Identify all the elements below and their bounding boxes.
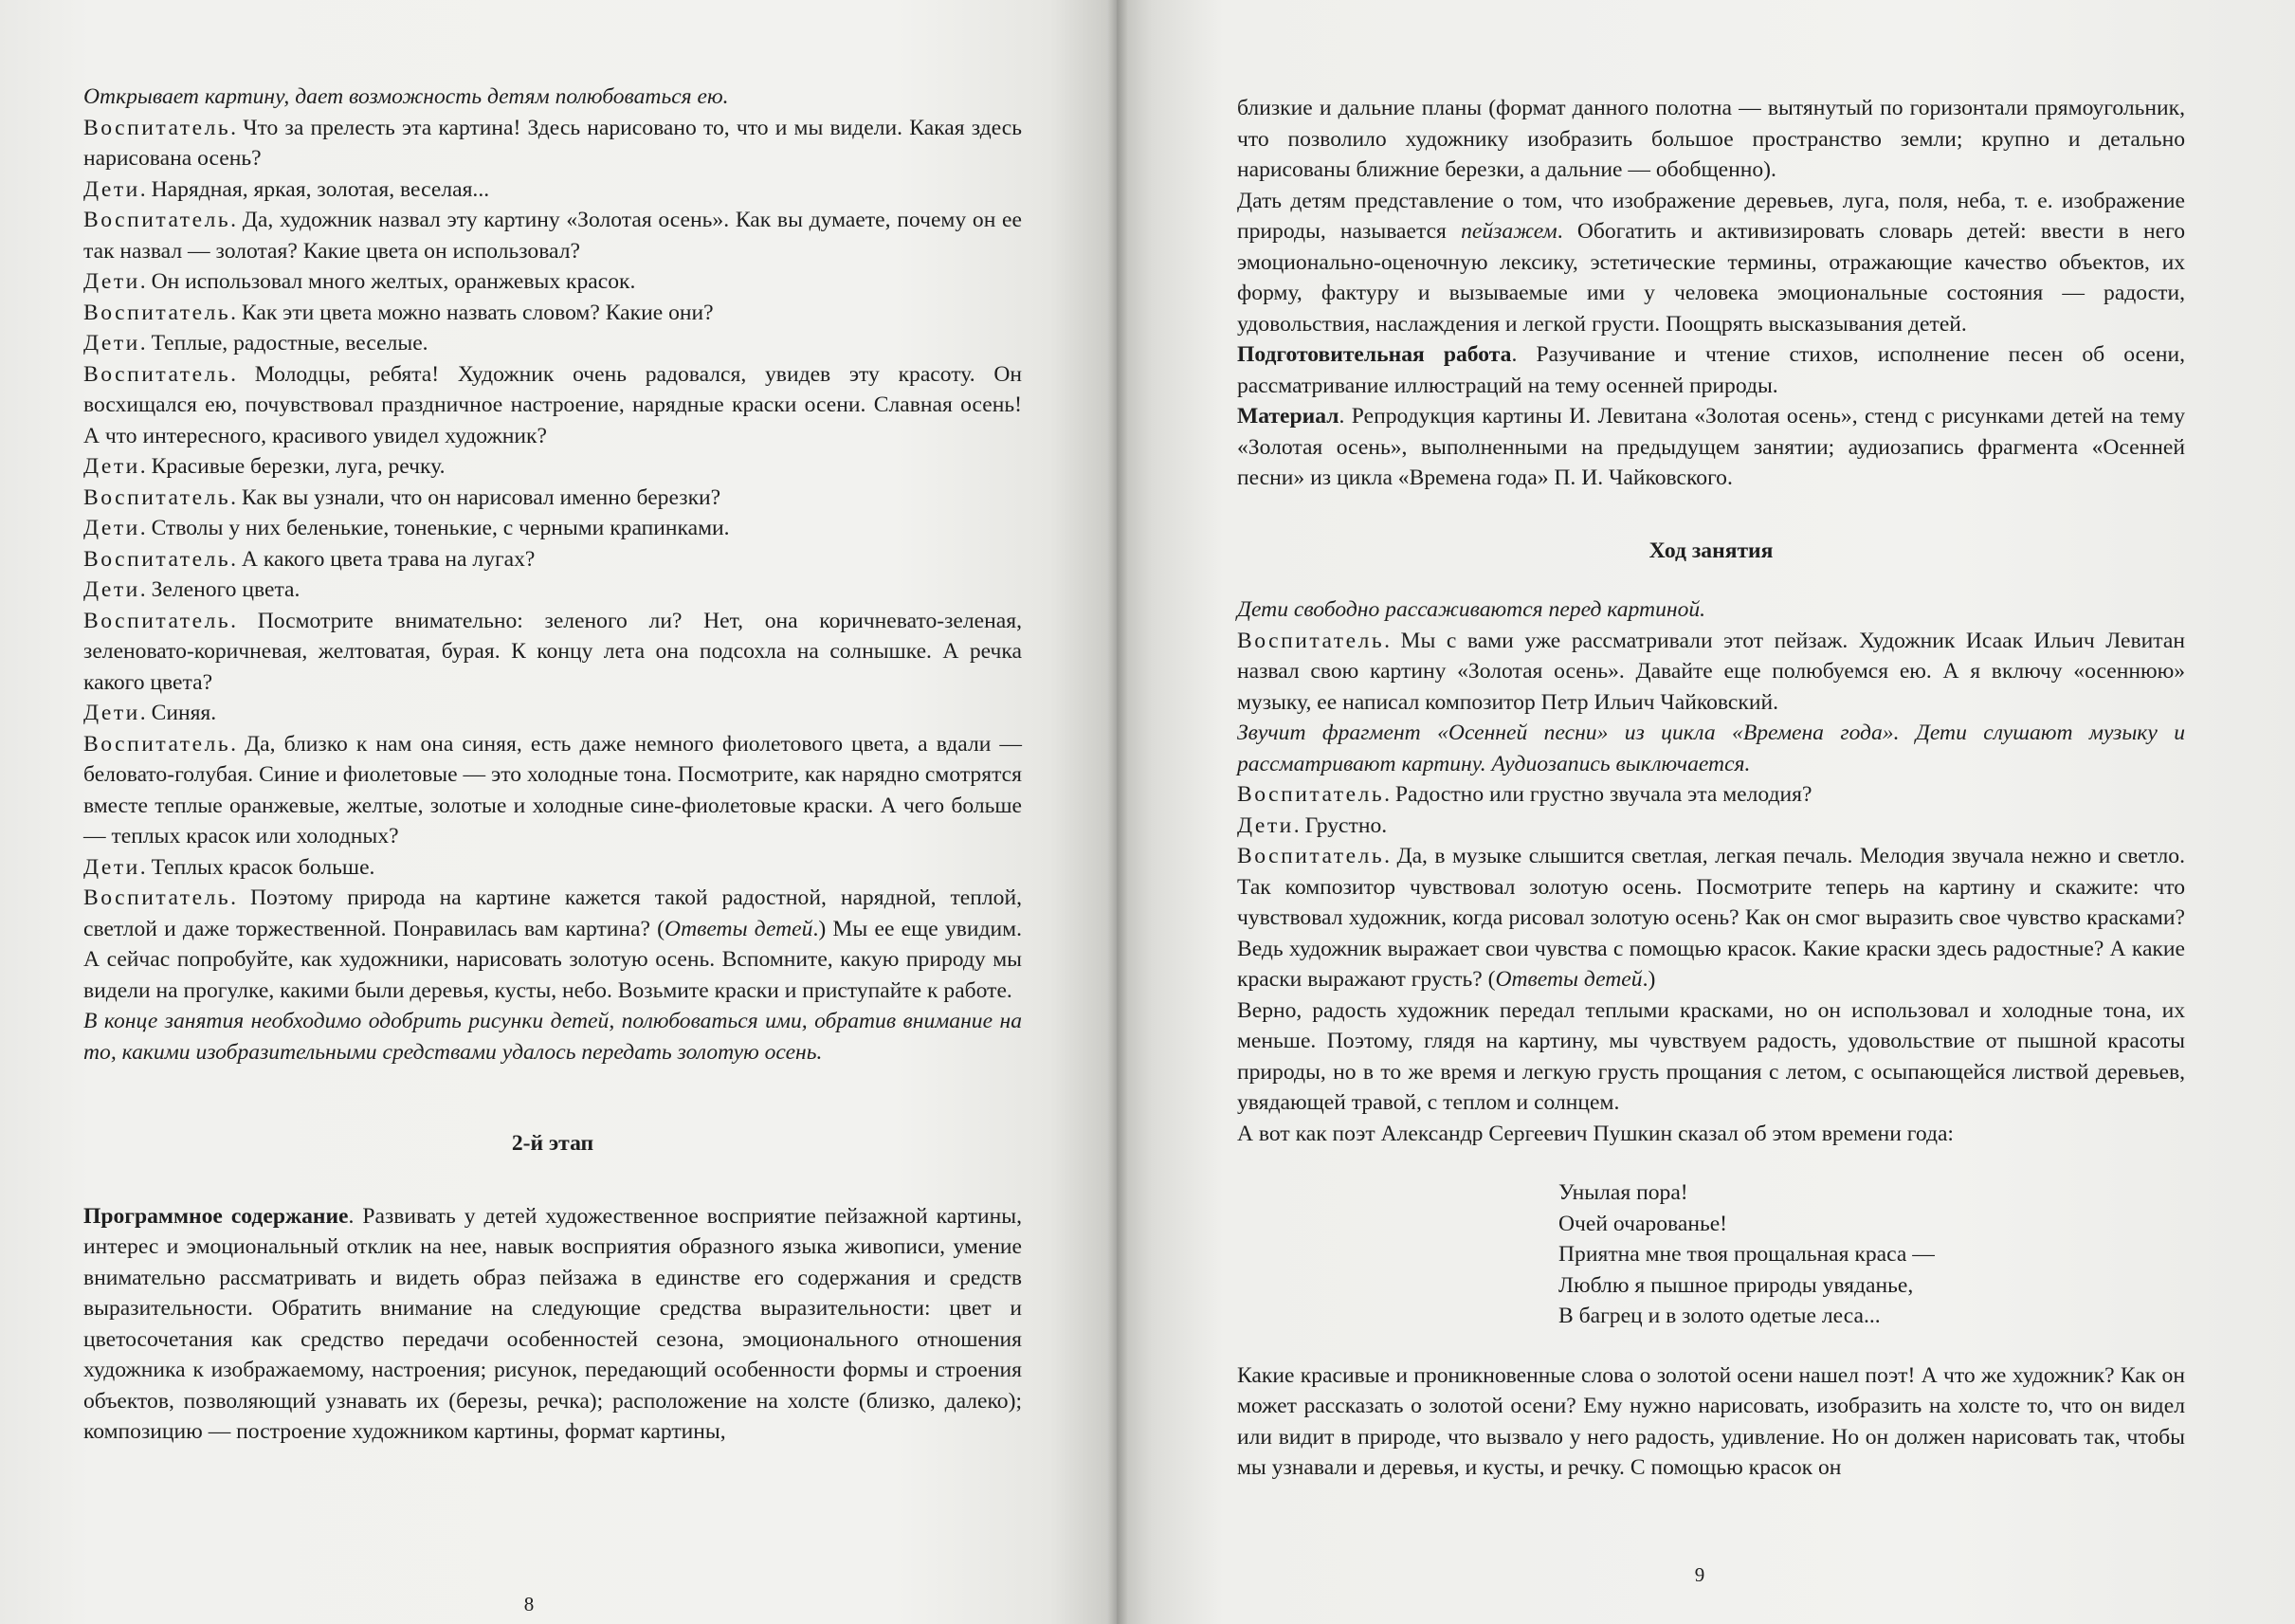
speaker: Дети [83, 516, 140, 540]
dialogue-line: Воспитатель. Да, художник назвал эту картину «Золотая осень». Как вы думаете, почему он ее так назвал — золотая? Какие цвета он использовал? [83, 208, 1022, 264]
poem-line: Очей очарованье! [1558, 1211, 1728, 1236]
page-number: 9 [1694, 1563, 1705, 1586]
right-page-text [1237, 93, 2185, 1484]
dialogue-line: Дети. Грустно. [1237, 812, 1388, 838]
dialogue-line: Воспитатель. Поэтому природа на картине кажется такой радостной, нарядной, теплой, светлой и даже торжественной. Понравилась вам картина? (Ответы детей.) Мы ее еще увидим. А сейчас попробуйте, как художники, нарисовать золотую осень. Вспомните, какую природу мы видели на прогулке, какими были деревья, кусты, небо. Возьмите краски и приступайте к работе. [83, 885, 1022, 1003]
dialogue-line: Дети. Он использовал много желтых, оранжевых красок. [83, 269, 636, 294]
dialogue-line: Дети. Стволы у них беленькие, тоненькие, с черными крапинками. [83, 516, 730, 540]
paragraph: Дать детям представление о том, что изображение деревьев, луга, поля, неба, т. е. изображение природы, называется пейзажем. Обогатить и активизировать словарь детей: ввести в него эмоционально-оценочную лексику, эстетические термины, отражающие качество объектов, их форму, фактуру и вызываемые ими у человека эмоциональные состояния — радости, удовольствия, наслаждения и легкой грусти. Поощрять высказывания детей. [1237, 188, 2185, 337]
dialogue-line: Дети. Теплые, радостные, веселые. [83, 331, 428, 356]
paragraph: Верно, радость художник передал теплыми красками, но он использовал и холодные тона, их меньше. Поэтому, глядя на картину, мы чувствуем радость, удовольствие от пышной красоты природы, но в то же время и легкую грусть прощания с летом, с осыпающейся листвой деревьев, увядающей травой, с теплом и солнцем. [1237, 997, 2185, 1115]
book-spine-shadow [1107, 0, 1128, 1624]
dialogue-line: Воспитатель. Мы с вами уже рассматривали этот пейзаж. Художник Исаак Ильич Левитан назвал свою картину «Золотая осень». Давайте еще полюбуемся ею. А я включу «осеннюю» музыку, ее написал композитор Петр Ильич Чайковский. [1237, 628, 2185, 715]
speaker: Воспитатель [83, 546, 231, 572]
dialogue-line: Дети. Зеленого цвета. [83, 577, 301, 602]
poem-line: Приятна мне твоя прощальная краса — [1558, 1242, 1935, 1267]
paragraph: В конце занятия необходимо одобрить рисунки детей, полюбоваться ими, обратив внимание на то, какими изобразительными средствами удалось передать золотую осень. [83, 1009, 1022, 1065]
page-number: 8 [523, 1593, 535, 1615]
poem-line: Люблю я пышное природы увяданье, [1558, 1272, 1914, 1298]
speaker: Воспитатель [83, 115, 231, 140]
speaker: Дети [83, 701, 140, 725]
speaker: Дети [1237, 812, 1294, 838]
paragraph: А вот как поэт Александр Сергеевич Пушкин сказал об этом времени года: [1237, 1121, 1954, 1146]
speaker: Воспитатель [83, 300, 231, 325]
dialogue-line: Воспитатель. Радостно или грустно звучала эта мелодия? [1237, 782, 1812, 807]
stage-heading: 2-й этап [511, 1131, 594, 1156]
dialogue-line: Воспитатель. Как эти цвета можно назвать словом? Какие они? [83, 300, 714, 325]
dialogue-line: Воспитатель. Что за прелесть эта картина! Здесь нарисовано то, что и мы видели. Какая здесь нарисована осень? [83, 115, 1022, 171]
speaker: Дети [83, 269, 140, 294]
dialogue-line: Дети. Нарядная, яркая, золотая, веселая... [83, 176, 490, 202]
speaker: Воспитатель [1237, 628, 1385, 653]
speaker: Воспитатель [1237, 782, 1385, 807]
speaker: Воспитатель [83, 208, 231, 232]
speaker: Дети [83, 577, 140, 602]
dialogue-line: Дети. Красивые березки, луга, речку. [83, 454, 446, 479]
program-label: Программное содержание [83, 1203, 349, 1229]
dialogue-line: Воспитатель. Молодцы, ребята! Художник очень радовался, увидев эту красоту. Он восхищался ею, почувствовал праздничное настроение, нарядные краски осени. Славная осень! А что интересного, красивого увидел художник? [83, 361, 1022, 448]
dialogue-line: Воспитатель. А какого цвета трава на лугах? [83, 546, 536, 572]
prep-label: Подготовительная работа [1237, 342, 1512, 367]
dialogue-line: Воспитатель. Посмотрите внимательно: зеленого ли? Нет, она коричневато-зеленая, зеленовато-коричневая, желтоватая, бурая. К концу лета она подсохла на солнышке. А речка какого цвета? [83, 608, 1022, 695]
dialogue-line: Воспитатель. Да, в музыке слышится светлая, легкая печаль. Мелодия звучала нежно и светло. Так композитор чувствовал золотую осень. Посмотрите теперь на картину и скажите: что чувствовал художник, когда рисовал золотую осень? Как он смог выразить свое чувство красками? Ведь художник выражает свои чувства с помощью красок. Какие краски здесь радостные? А какие краски выражают грусть? (Ответы детей.) [1237, 844, 2185, 992]
poem [1558, 1177, 2185, 1332]
speaker: Воспитатель [83, 885, 231, 910]
speaker: Дети [83, 854, 140, 880]
paragraph: Дети свободно рассаживаются перед картиной. [1237, 597, 1706, 622]
poem-line: Унылая пора! [1558, 1180, 1688, 1205]
dialogue-line: Дети. Теплых красок больше. [83, 854, 375, 880]
lesson-heading: Ход занятия [1648, 538, 1774, 563]
speaker: Воспитатель [83, 361, 231, 387]
speaker: Воспитатель [1237, 844, 1385, 868]
paragraph: Открывает картину, дает возможность детям полюбоваться ею. [83, 84, 729, 109]
prep-paragraph: Подготовительная работа. Разучивание и чтение стихов, исполнение песен об осени, рассматривание иллюстраций на тему осенней природы. [1237, 342, 2186, 398]
left-page [0, 0, 1117, 1624]
speaker: Дети [83, 454, 140, 479]
speaker: Воспитатель [83, 484, 231, 510]
dialogue-line: Воспитатель. Как вы узнали, что он нарисовал именно березки? [83, 484, 721, 510]
right-page [1117, 0, 2295, 1624]
speaker: Воспитатель [83, 731, 231, 757]
paragraph: близкие и дальние планы (формат данного полотна — вытянутый по горизонтали прямоугольник, что позволило художнику изобразить большое пространство земли; крупно и детально нарисованы ближние березки, а дальние — обобщенно). [1237, 96, 2185, 182]
speaker: Воспитатель [83, 608, 231, 633]
dialogue-line: Дети. Синяя. [83, 701, 217, 725]
speaker: Дети [83, 331, 140, 356]
left-page-text [83, 82, 1022, 1448]
speaker: Дети [83, 176, 140, 202]
material-paragraph: Материал. Репродукция картины И. Левитана «Золотая осень», стенд с рисунками детей на тему «Золотая осень», выполненными на предыдущем занятии; аудиозапись фрагмента «Осенней песни» из цикла «Времена года» П. И. Чайковского. [1237, 404, 2185, 490]
paragraph: Какие красивые и проникновенные слова о золотой осени нашел поэт! А что же художник? Как он может рассказать о золотой осени? Ему нужно нарисовать, изобразить на холсте то, что он видел или видит в природе, что вызвало у него радость, удивление. Но он должен нарисовать так, чтобы мы узнавали и деревья, и кусты, и речку. С помощью красок он [1237, 1362, 2185, 1480]
program-paragraph: Программное содержание. Развивать у детей художественное восприятие пейзажной картины, интерес и эмоциональный отклик на нее, навык восприятия образного языка живописи, умение внимательно рассматривать и видеть образ пейзажа в единстве его содержания и средств выразительности. Обратить внимание на следующие средства выразительности: цвет и цветосочетания как средство передачи особенностей сезона, эмоционального отношения художника к изображаемому, настроения; рисунок, передающий особенности формы и строения объектов, позволяющий узнавать их (березы, речка); расположение на холсте (близко, далеко); композицию — построение художником картины, формат картины, [83, 1203, 1022, 1444]
material-label: Материал [1237, 404, 1339, 429]
dialogue-line: Воспитатель. Да, близко к нам она синяя, есть даже немного фиолетового цвета, а вдали — беловато-голубая. Синие и фиолетовые — это холодные тона. Посмотрите, как нарядно смотрятся вместе теплые оранжевые, желтые, золотые и холодные сине-фиолетовые краски. А чего больше — теплых красок или холодных? [83, 731, 1022, 848]
paragraph: Звучит фрагмент «Осенней песни» из цикла «Времена года». Дети слушают музыку и рассматривают картину. Аудиозапись выключается. [1237, 721, 2185, 776]
poem-line: В багрец и в золото одетые леса... [1558, 1304, 1881, 1328]
